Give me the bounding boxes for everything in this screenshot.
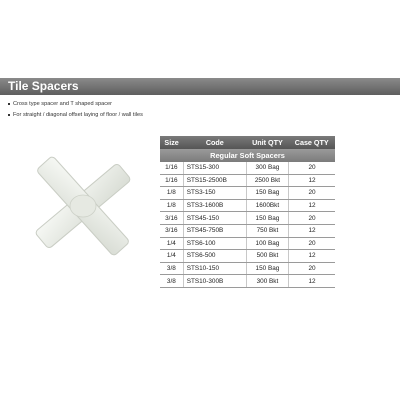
cell-code: STS6-100	[183, 237, 246, 250]
cell-unit-qty: 500 Bkt	[246, 250, 288, 263]
feature-list	[8, 99, 308, 121]
table-row	[160, 250, 335, 263]
cell-size: 1/8	[160, 199, 183, 212]
cell-case-qty: 20	[288, 212, 335, 225]
cross-tile-spacer-icon	[28, 147, 138, 265]
cell-code: STS15-300	[183, 162, 246, 174]
col-header-case-qty: Case QTY	[288, 136, 335, 149]
cell-size: 3/16	[160, 212, 183, 225]
cell-unit-qty: 750 Bkt	[246, 224, 288, 237]
bullet-icon	[8, 103, 10, 105]
table-row	[160, 199, 335, 212]
cell-case-qty: 12	[288, 199, 335, 212]
col-header-code: Code	[183, 136, 246, 149]
spacer-spec-table	[160, 136, 335, 288]
table-row	[160, 224, 335, 237]
cell-size: 1/16	[160, 174, 183, 187]
cell-case-qty: 20	[288, 237, 335, 250]
table-row	[160, 212, 335, 225]
feature-text: For straight / diagonal offset laying of floor / wall tiles	[13, 112, 143, 118]
cell-code: STS6-500	[183, 250, 246, 263]
cell-unit-qty: 300 Bag	[246, 162, 288, 174]
group-row	[160, 149, 335, 162]
cell-unit-qty: 2500 Bkt	[246, 174, 288, 187]
table-row	[160, 174, 335, 187]
section-title: Tile Spacers	[8, 79, 79, 93]
col-header-size: Size	[160, 136, 183, 149]
section-banner	[0, 78, 400, 95]
cell-code: STS10-150	[183, 262, 246, 275]
table-row	[160, 275, 335, 288]
cell-size: 1/4	[160, 237, 183, 250]
cell-unit-qty: 300 Bkt	[246, 275, 288, 288]
cell-case-qty: 12	[288, 275, 335, 288]
cell-code: STS45-750B	[183, 224, 246, 237]
cell-unit-qty: 150 Bag	[246, 187, 288, 200]
cell-case-qty: 20	[288, 162, 335, 174]
feature-item	[8, 99, 308, 110]
cell-size: 3/8	[160, 275, 183, 288]
cell-code: STS45-150	[183, 212, 246, 225]
cell-code: STS10-300B	[183, 275, 246, 288]
cell-case-qty: 20	[288, 187, 335, 200]
group-title: Regular Soft Spacers	[160, 149, 335, 162]
cell-case-qty: 12	[288, 224, 335, 237]
cell-size: 1/8	[160, 187, 183, 200]
cell-code: STS3-150	[183, 187, 246, 200]
cell-unit-qty: 100 Bag	[246, 237, 288, 250]
table-row	[160, 187, 335, 200]
feature-text: Cross type spacer and T shaped spacer	[13, 101, 112, 107]
cell-size: 1/4	[160, 250, 183, 263]
cell-case-qty: 12	[288, 174, 335, 187]
cell-code: STS3-1600B	[183, 199, 246, 212]
cell-code: STS15-2500B	[183, 174, 246, 187]
cell-size: 1/16	[160, 162, 183, 174]
cell-case-qty: 12	[288, 250, 335, 263]
cell-size: 3/8	[160, 262, 183, 275]
bullet-icon	[8, 114, 10, 116]
cell-unit-qty: 1600Bkt	[246, 199, 288, 212]
table-row	[160, 237, 335, 250]
table-row	[160, 262, 335, 275]
table-row	[160, 162, 335, 174]
cell-case-qty: 20	[288, 262, 335, 275]
cell-unit-qty: 150 Bag	[246, 262, 288, 275]
cell-unit-qty: 150 Bag	[246, 212, 288, 225]
feature-item	[8, 110, 308, 121]
cell-size: 3/16	[160, 224, 183, 237]
col-header-unit-qty: Unit QTY	[246, 136, 288, 149]
